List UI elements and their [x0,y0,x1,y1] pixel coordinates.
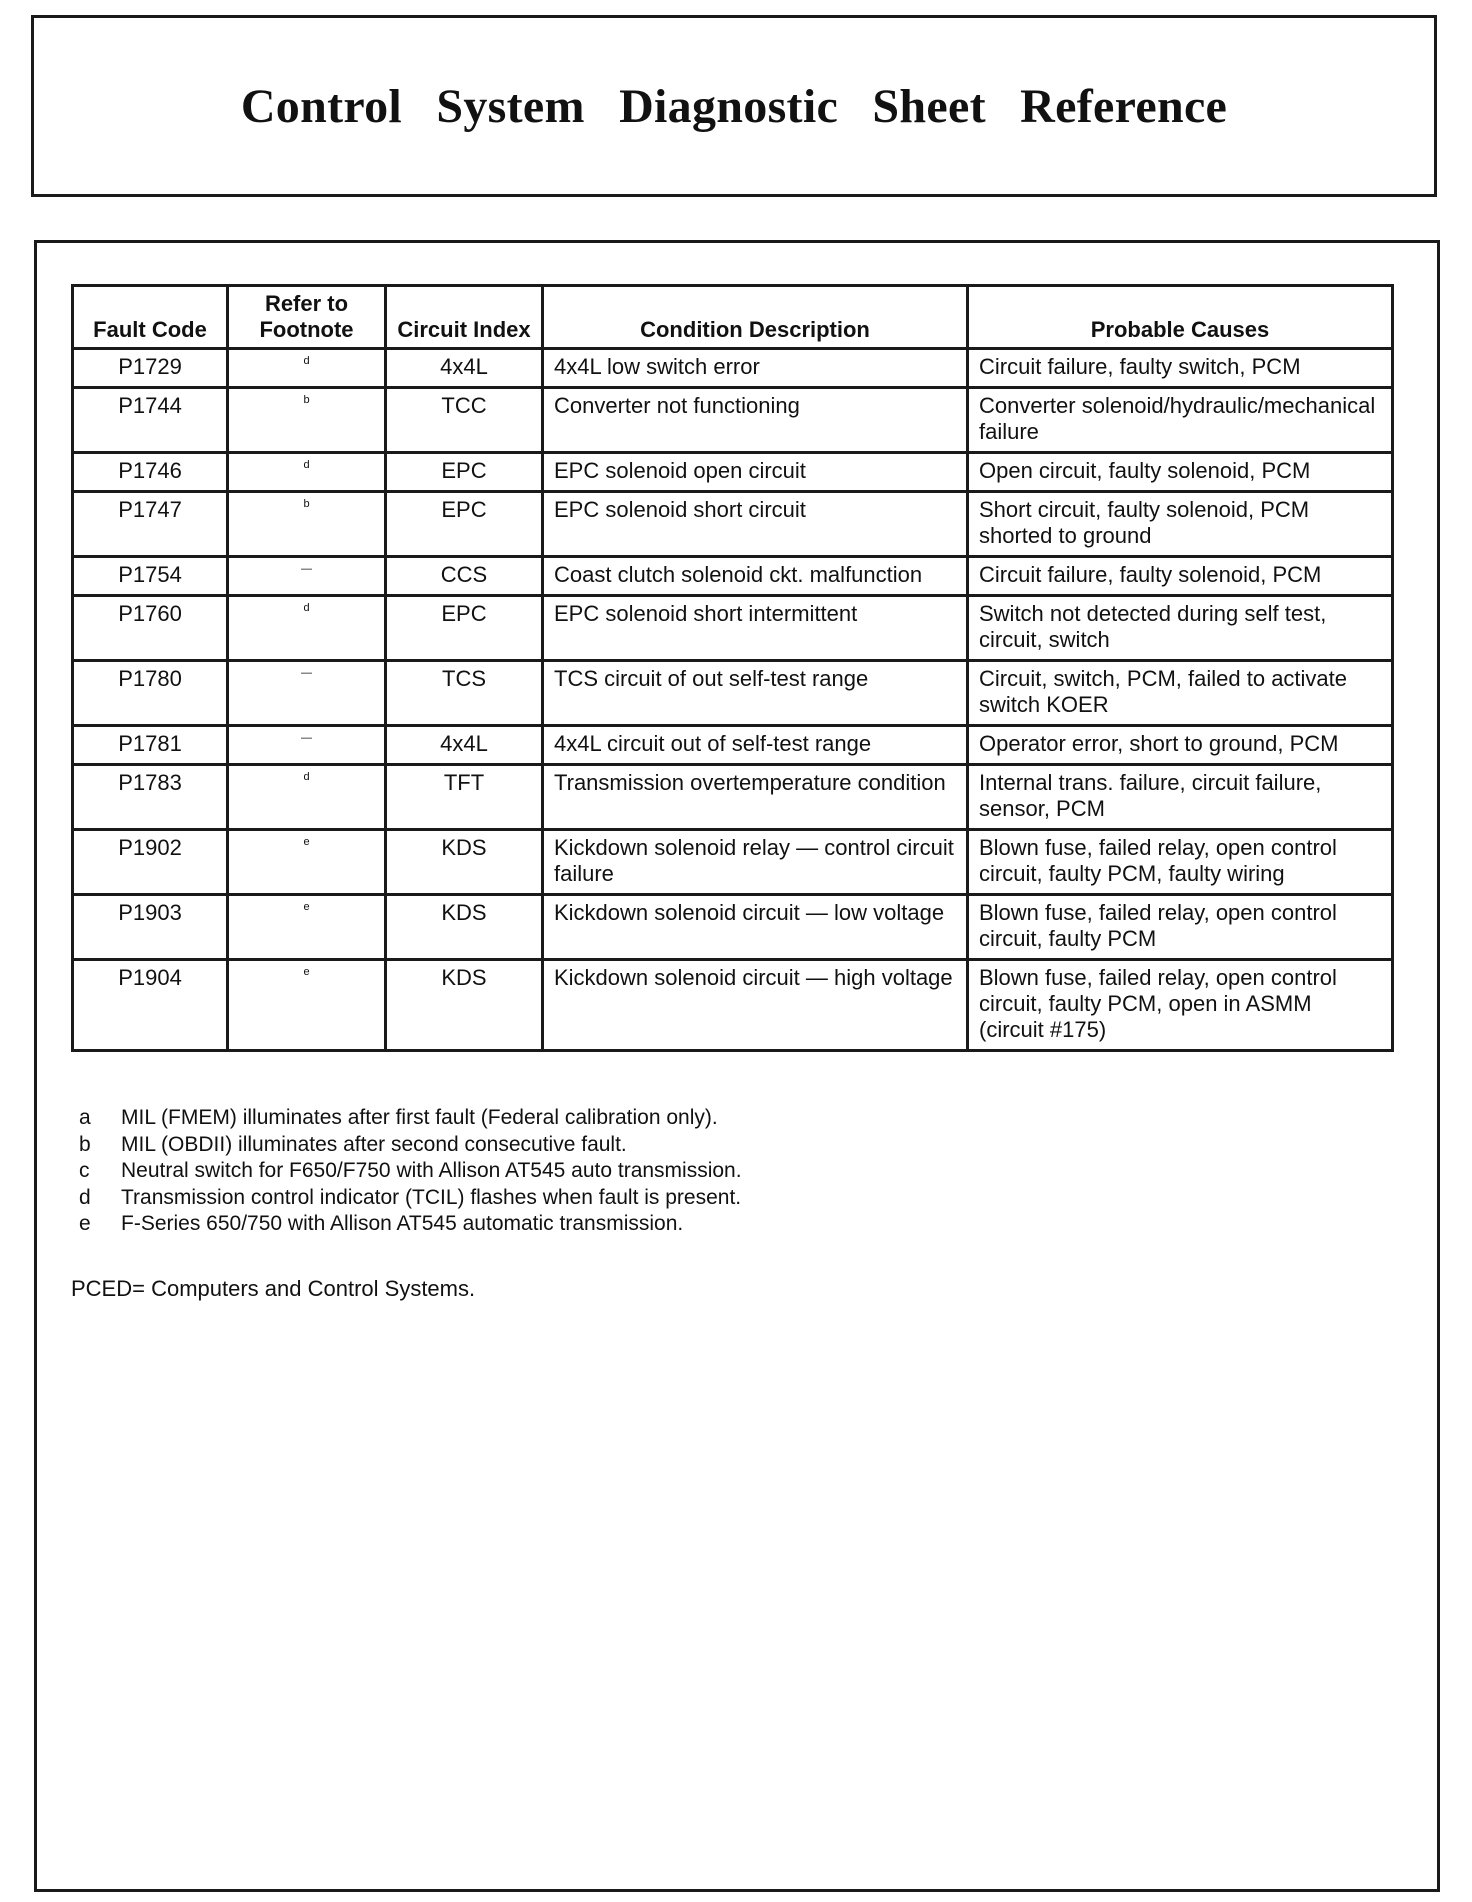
fault-code-table [71,284,1394,1052]
circuit-index-cell: TCS [386,661,543,726]
fault-code-cell: P1902 [73,830,228,895]
table-row [73,661,1393,726]
table-row [73,895,1393,960]
header-causes: Probable Causes [968,286,1393,349]
footnote-letter: c [79,1159,90,1182]
footnote-letter: b [79,1132,91,1156]
pced-note: PCED= Computers and Control Systems. [71,1276,476,1301]
causes-cell: Converter solenoid/hydraulic/mechanical failure [968,388,1393,453]
causes-cell: Blown fuse, failed relay, open control circuit, faulty PCM, faulty wiring [968,830,1393,895]
circuit-index-cell: TFT [386,765,543,830]
causes-cell: Circuit, switch, PCM, failed to activate switch KOER [968,661,1393,726]
footnote-text: MIL (OBDII) illuminates after second consecutive fault. [121,1132,627,1156]
causes-cell: Blown fuse, failed relay, open control circuit, faulty PCM, open in ASMM (circuit #175) [968,960,1393,1051]
footnote-cell: — [228,661,386,726]
footnote-cell: d [228,453,386,492]
causes-cell: Internal trans. failure, circuit failure, sensor, PCM [968,765,1393,830]
fault-code-cell: P1760 [73,596,228,661]
footnote-item [79,1105,742,1132]
table-row [73,830,1393,895]
footnote-item [79,1185,742,1212]
table-row [73,960,1393,1051]
table-row [73,596,1393,661]
condition-cell: EPC solenoid short intermittent [543,596,968,661]
content-box [34,240,1440,1892]
footnote-cell: — [228,557,386,596]
condition-cell: Kickdown solenoid circuit — low voltage [543,895,968,960]
condition-cell: EPC solenoid short circuit [543,492,968,557]
condition-cell: Coast clutch solenoid ckt. malfunction [543,557,968,596]
circuit-index-cell: EPC [386,453,543,492]
causes-cell: Circuit failure, faulty solenoid, PCM [968,557,1393,596]
fault-code-cell: P1780 [73,661,228,726]
footnote-cell: b [228,388,386,453]
footnotes-list [79,1105,742,1238]
footnote-cell: e [228,830,386,895]
fault-code-cell: P1781 [73,726,228,765]
condition-cell: TCS circuit of out self-test range [543,661,968,726]
footnote-letter: d [79,1185,91,1209]
footnote-cell: d [228,765,386,830]
causes-cell: Blown fuse, failed relay, open control circuit, faulty PCM [968,895,1393,960]
causes-cell: Switch not detected during self test, circuit, switch [968,596,1393,661]
fault-code-cell: P1903 [73,895,228,960]
header-circuit-index: Circuit Index [386,286,543,349]
table-row [73,726,1393,765]
footnote-text: F-Series 650/750 with Allison AT545 automatic transmission. [121,1212,684,1235]
title-box [31,15,1437,197]
footnote-cell: b [228,492,386,557]
circuit-index-cell: KDS [386,960,543,1051]
circuit-index-cell: CCS [386,557,543,596]
header-footnote: Refer to Footnote [228,286,386,349]
fault-code-cell: P1754 [73,557,228,596]
fault-code-cell: P1744 [73,388,228,453]
condition-cell: EPC solenoid open circuit [543,453,968,492]
footnote-cell: — [228,726,386,765]
fault-code-cell: P1783 [73,765,228,830]
causes-cell: Short circuit, faulty solenoid, PCM shorted to ground [968,492,1393,557]
circuit-index-cell: 4x4L [386,726,543,765]
footnote-item [79,1211,742,1238]
table-row [73,388,1393,453]
footnote-cell: e [228,895,386,960]
footnote-text: Neutral switch for F650/F750 with Allison AT545 auto transmission. [121,1159,742,1182]
header-condition: Condition Description [543,286,968,349]
footnote-letter: e [79,1212,91,1235]
causes-cell: Circuit failure, faulty switch, PCM [968,349,1393,388]
circuit-index-cell: EPC [386,492,543,557]
table-header-row [73,286,1393,349]
causes-cell: Open circuit, faulty solenoid, PCM [968,453,1393,492]
table-row [73,453,1393,492]
fault-code-cell: P1746 [73,453,228,492]
page-title: Control System Diagnostic Sheet Reference [240,79,1228,133]
footnote-text: MIL (FMEM) illuminates after first fault (Federal calibration only). [121,1106,718,1129]
header-fault-code: Fault Code [73,286,228,349]
condition-cell: Kickdown solenoid circuit — high voltage [543,960,968,1051]
condition-cell: Kickdown solenoid relay — control circuit failure [543,830,968,895]
footnote-cell: e [228,960,386,1051]
circuit-index-cell: KDS [386,830,543,895]
footnote-letter: a [79,1106,91,1129]
footnote-item [79,1158,742,1185]
circuit-index-cell: EPC [386,596,543,661]
condition-cell: 4x4L circuit out of self-test range [543,726,968,765]
footnote-item [79,1132,742,1159]
fault-code-cell: P1747 [73,492,228,557]
causes-cell: Operator error, short to ground, PCM [968,726,1393,765]
table-row [73,492,1393,557]
table-row [73,349,1393,388]
fault-code-cell: P1729 [73,349,228,388]
footnote-cell: d [228,349,386,388]
circuit-index-cell: KDS [386,895,543,960]
footnote-cell: d [228,596,386,661]
condition-cell: Converter not functioning [543,388,968,453]
condition-cell: 4x4L low switch error [543,349,968,388]
condition-cell: Transmission overtemperature condition [543,765,968,830]
circuit-index-cell: TCC [386,388,543,453]
table-row [73,557,1393,596]
table-row [73,765,1393,830]
fault-code-cell: P1904 [73,960,228,1051]
circuit-index-cell: 4x4L [386,349,543,388]
footnote-text: Transmission control indicator (TCIL) flashes when fault is present. [121,1185,742,1209]
